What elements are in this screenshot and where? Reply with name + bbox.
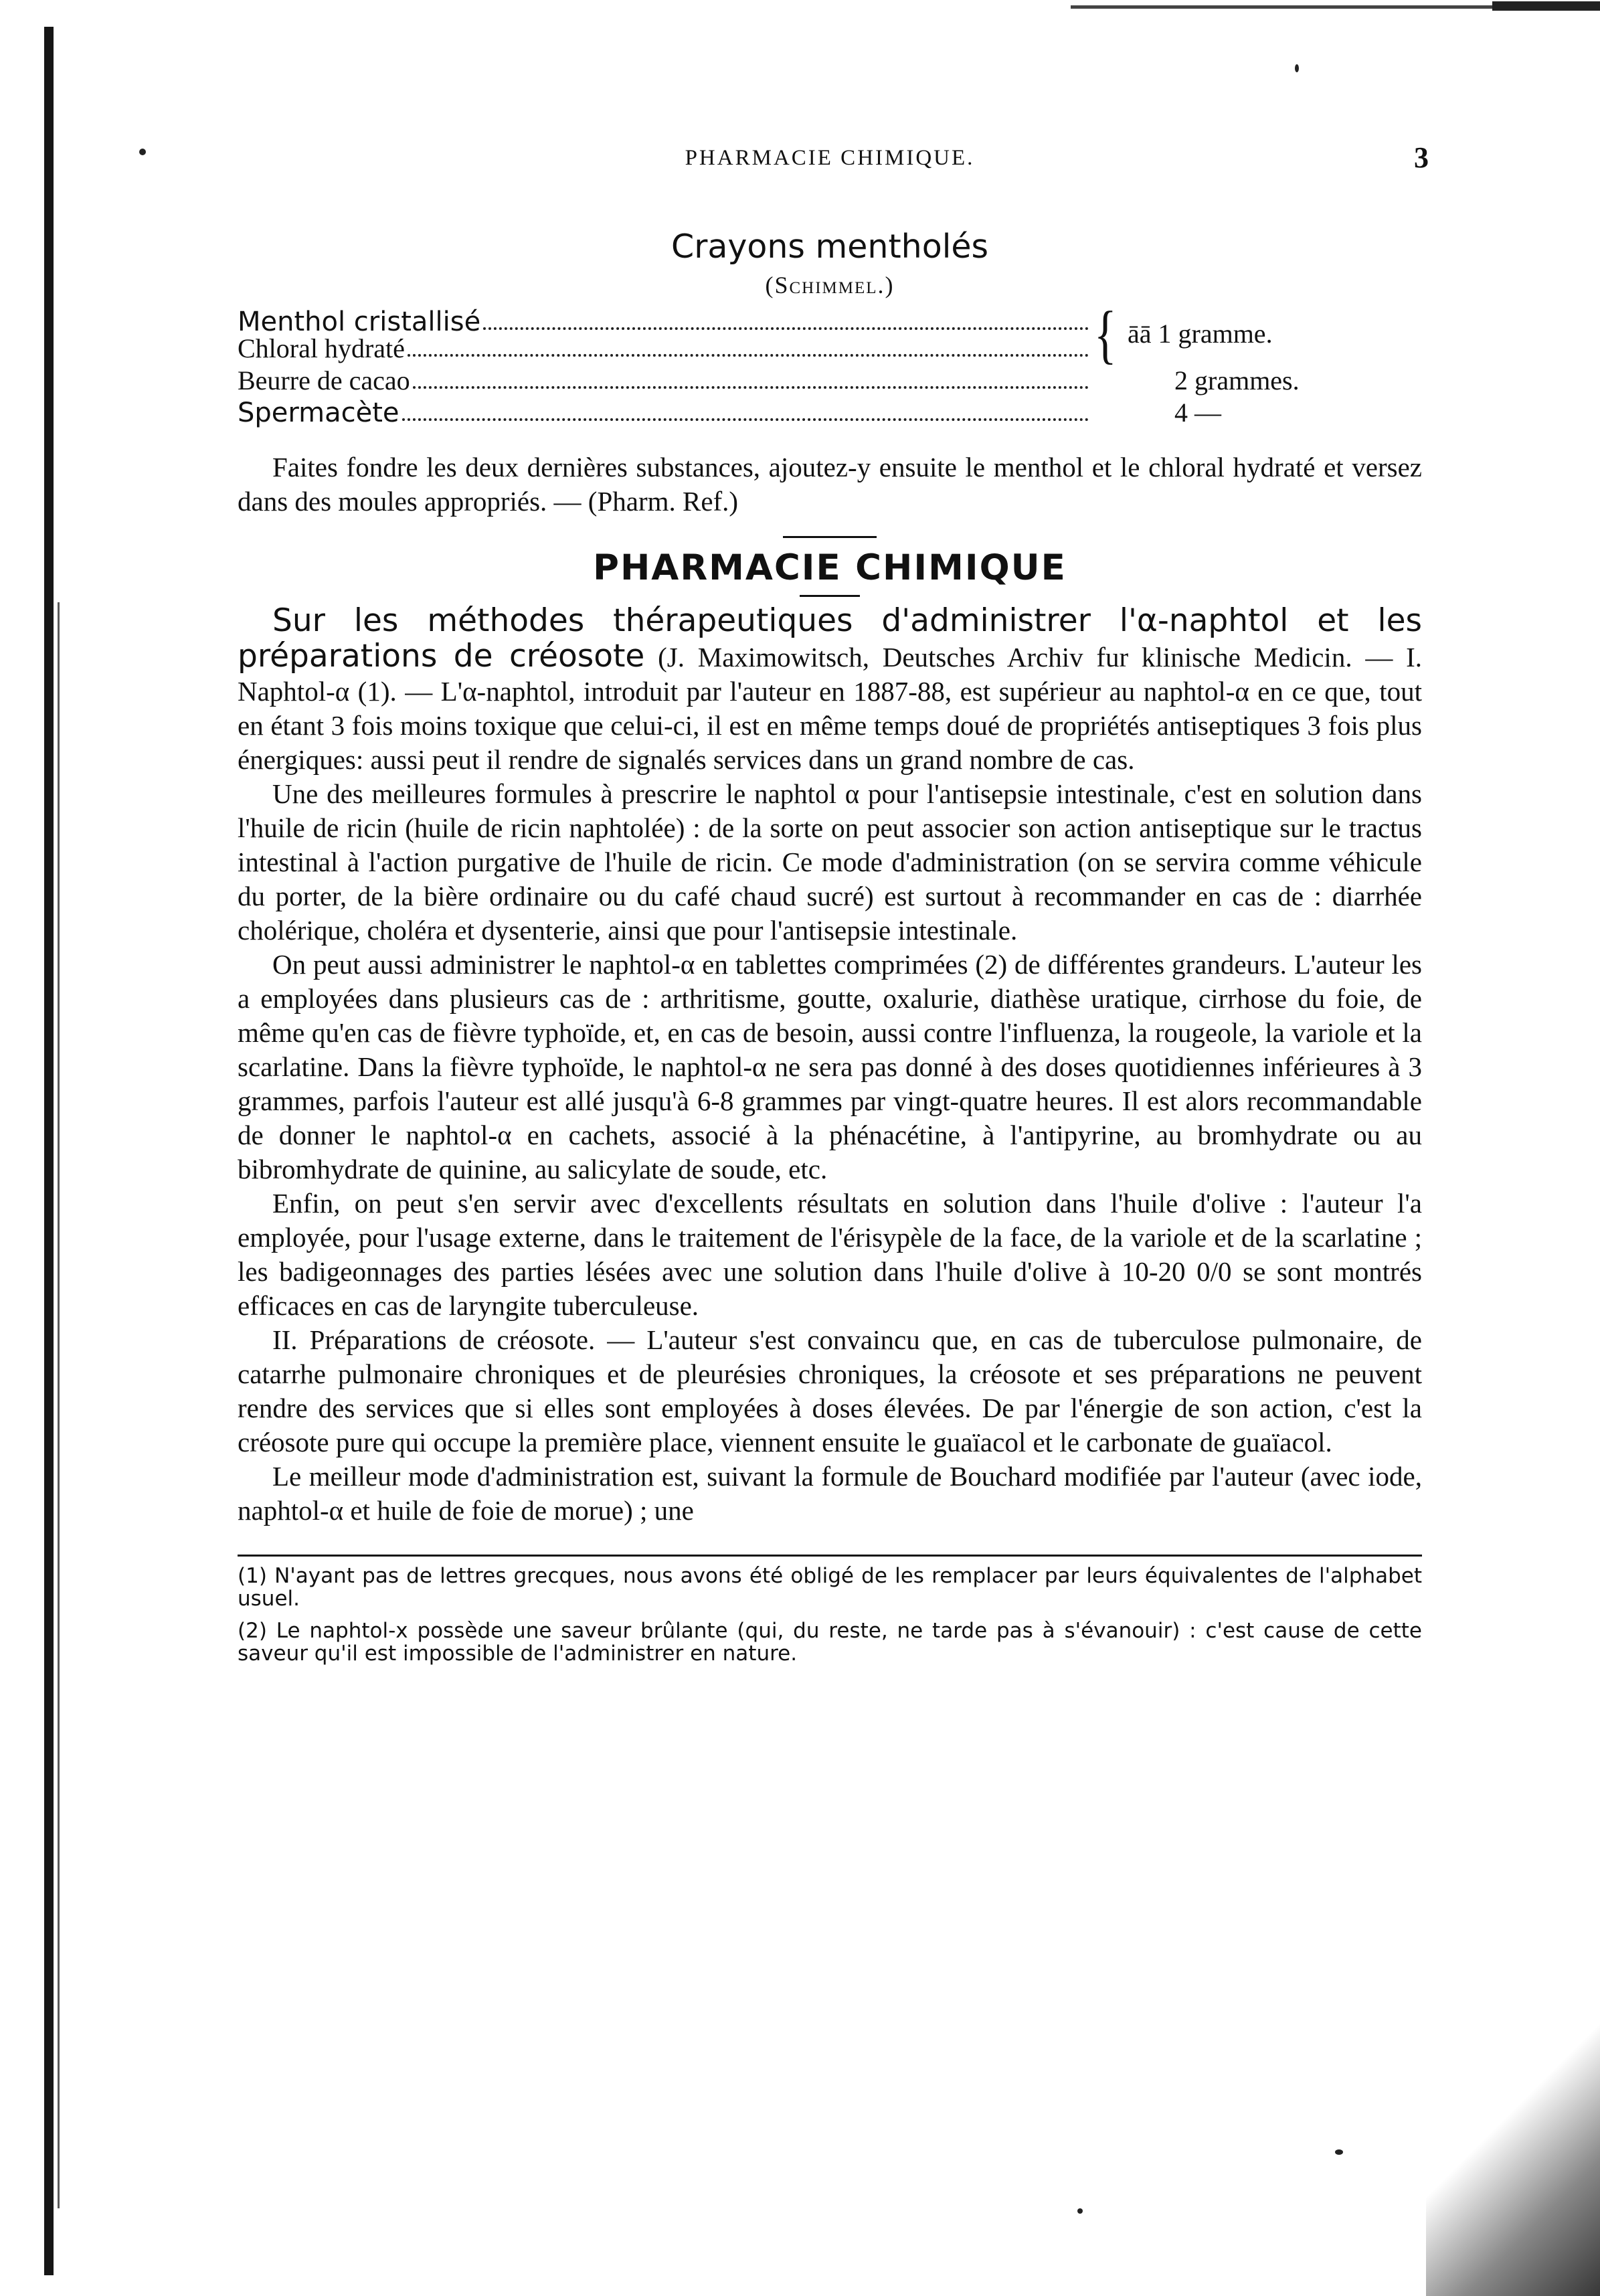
article-heading: Sur les méthodes thérapeutiques d'administrer l'α-naphtol et les préparations de créosote bbox=[238, 602, 1422, 675]
section-title: PHARMACIE CHIMIQUE bbox=[593, 547, 1067, 588]
scan-fleck bbox=[1077, 2208, 1083, 2214]
footnote: (2) Le naphtol-x possède une saveur brûlante (qui, du reste, ne tarde pas à s'évanouir) : c'est cause de cette saveur qu'il est impossible de l'administrer en nature. bbox=[238, 1619, 1422, 1666]
leader-dots bbox=[413, 365, 1089, 389]
running-head bbox=[238, 141, 1429, 181]
ingredient-qty: āā 1 gramme. bbox=[1128, 319, 1273, 349]
ingredient-qty: 2 grammes. bbox=[1174, 365, 1300, 395]
scan-edge-top bbox=[1071, 5, 1539, 9]
ingredient-row bbox=[238, 397, 1375, 429]
section-rule-small bbox=[800, 595, 860, 597]
recipe-instructions: Faites fondre les deux dernières substances, ajoutez-y ensuite le menthol et le chloral hydraté et versez dans des moules appropriés. — (Pharm. Ref.) bbox=[238, 452, 1422, 517]
scan-edge-top-corner bbox=[1492, 1, 1600, 11]
recipe-title: Crayons mentholés bbox=[671, 228, 988, 266]
scan-edge-left-inner bbox=[58, 602, 60, 2208]
article-intro bbox=[238, 604, 1422, 777]
recipe-author: (Schimmel.) bbox=[765, 272, 895, 298]
page-number: 3 bbox=[1414, 141, 1429, 174]
article-paragraph: On peut aussi administrer le naphtol-α en tablettes comprimées (2) de différentes grandeurs. L'auteur les a employées dans plusieurs cas de : arthritisme, goutte, oxalurie, diathèse uratique, cirrhose du foie, de même qu'en cas de fièvre typhoïde, et, en cas de besoin, aussi contre l'influenza, la rougeole, la variole et la scarlatine. Dans la fièvre typhoïde, le naphtol-α ne sera pas donné à des doses quotidiennes inférieures à 3 grammes, parfois l'auteur est allé jusqu'à 6-8 grammes par vingt-quatre heures. Il est alors recommandable de donner le naphtol-α en cachets, associé à la phénacétine, à l'antipyrine, au bromhydrate ou au bibromhydrate de quinine, au salicylate de soude, etc. bbox=[238, 949, 1422, 1184]
leader-dots bbox=[402, 397, 1089, 421]
leader-dots bbox=[408, 333, 1089, 357]
ingredient-name: Beurre de cacao bbox=[238, 365, 410, 395]
article-paragraph: Le meilleur mode d'administration est, suivant la formule de Bouchard modifiée par l'auteur (avec iode, naphtol-α et huile de foie de morue) ; une bbox=[238, 1461, 1422, 1526]
section-rule bbox=[783, 536, 877, 538]
ingredient-name: Spermacète bbox=[238, 398, 399, 428]
page bbox=[238, 141, 1429, 1674]
ingredient-name: Chloral hydraté bbox=[238, 333, 405, 363]
article-paragraph: Une des meilleures formules à prescrire le naphtol α pour l'antisepsie intestinale, c'est en solution dans l'huile de ricin (huile de ricin naphtolée) : de la sorte on peut associer son action antiseptique sur le tractus intestinal à l'action purgative de l'huile de ricin. Ce mode d'administration (on se servira comme véhicule du porter, de la bière ordinaire ou du café chaud sucré) est surtout à recommander en cas de : diarrhée cholérique, choléra et dysenterie, ainsi que pour l'antisepsie intestinale. bbox=[238, 778, 1422, 946]
scan-fleck bbox=[1295, 64, 1299, 72]
ingredient-name: Menthol cristallisé bbox=[238, 306, 481, 337]
scan-edge-left bbox=[44, 27, 54, 2275]
article-paragraph: II. Préparations de créosote. — L'auteur s'est convaincu que, en cas de tuberculose pulmonaire, de catarrhe pulmonaire chroniques et de pleurésies chroniques, la créosote et ses préparations ne peuvent rendre des services que si elles sont employées à doses élevées. De par l'énergie de son action, c'est la créosote pure qui occupe la première place, viennent ensuite le guaïacol et le carbonate de guaïacol. bbox=[238, 1324, 1422, 1458]
footnote: (1) N'ayant pas de lettres grecques, nous avons été obligé de les remplacer par leurs équivalentes de l'alphabet usuel. bbox=[238, 1564, 1422, 1611]
scan-fleck bbox=[139, 149, 146, 155]
scan-fleck bbox=[1335, 2149, 1343, 2155]
footnotes bbox=[238, 1555, 1422, 1665]
ingredient-qty: 4 — bbox=[1174, 398, 1221, 428]
leader-dots bbox=[483, 306, 1089, 330]
article-lead: (J. Maximowitsch, Deutsches Archiv fur klinische Medicin. — I. Naphtol-α (1). — L'α-naphtol, introduit par l'auteur en 1887-88, est supérieur au naphtol-α en ce que, tout en étant 3 fois moins toxique que celui-ci, il est en même temps doué de propriétés antiseptiques 3 fois plus énergiques: aussi peut il rendre de signalés services dans un grand nombre de cas. bbox=[238, 642, 1422, 775]
grouping-brace: { bbox=[1094, 298, 1117, 371]
article-paragraph: Enfin, on peut s'en servir avec d'excellents résultats en solution dans l'huile d'olive : l'auteur l'a employée, pour l'usage externe, dans le traitement de l'érisypèle de la face, de la variole et de la scarlatine ; les badigeonnages des parties lésées avec une solution dans l'huile d'olive à 10-20 0/0 se sont montrés efficaces en cas de laryngite tuberculeuse. bbox=[238, 1188, 1422, 1321]
ingredient-list bbox=[238, 298, 1375, 429]
scan-noise-corner bbox=[1426, 2015, 1600, 2296]
running-head-title: PHARMACIE CHIMIQUE. bbox=[685, 146, 975, 170]
ingredient-row bbox=[238, 365, 1375, 397]
